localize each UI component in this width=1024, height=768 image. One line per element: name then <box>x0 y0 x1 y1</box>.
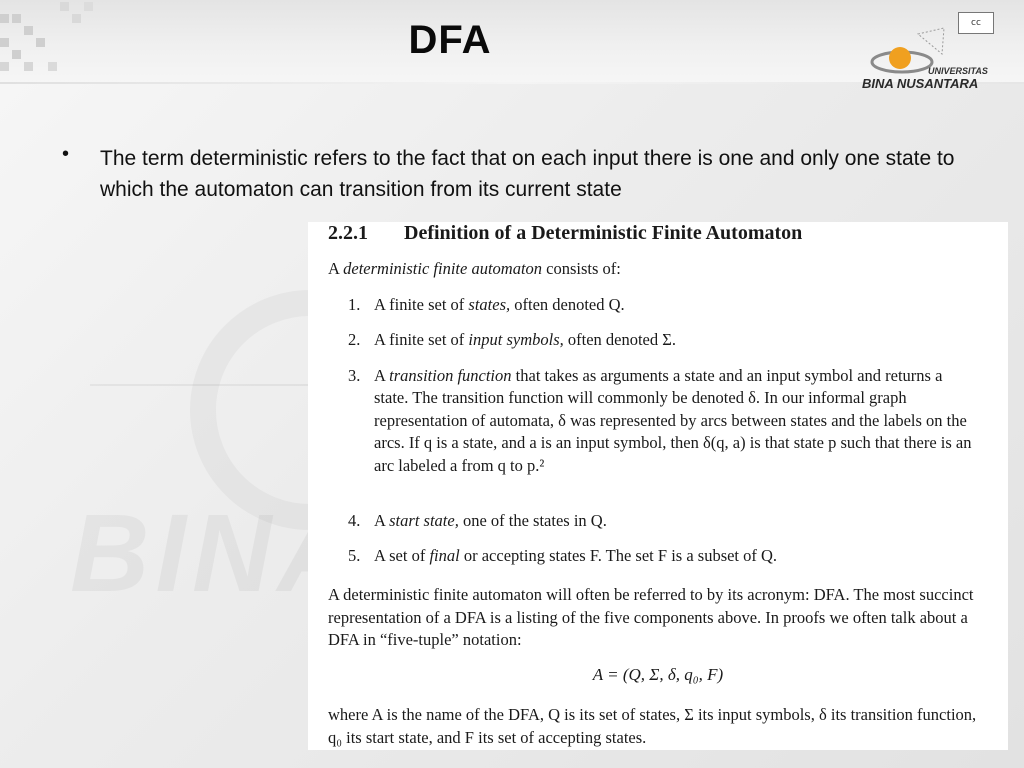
paragraph: where A is the name of the DFA, Q is its set of states, Σ its input symbols, δ its transition function, q₀ its start state, and F its set of accepting states. <box>328 705 977 747</box>
scanned-textbook-excerpt <box>308 222 1008 750</box>
list-item-text: A <box>374 366 386 385</box>
list-item-number: 4. <box>348 511 361 530</box>
list-item-term: start state, <box>389 511 459 530</box>
list-item-text: A finite set of <box>374 330 465 349</box>
list-item-text: that takes as arguments a state and an input symbol and returns a state. The transition function will commonly be denoted δ. In our informal graph representation of automata, δ was represented by arcs between states and the labels on the arcs. If q is a state, and a is an input symbol, then δ(q, a) is that state p such that there is an arc labeled a from q to p.² <box>374 366 972 475</box>
list-item-term: input symbols, <box>468 330 564 349</box>
list-item-number: 5. <box>348 546 361 565</box>
list-item <box>348 294 978 316</box>
list-item <box>348 510 978 532</box>
section-title: Definition of a Deterministic Finite Automaton <box>404 222 803 244</box>
five-tuple-equation: A = (Q, Σ, δ, q₀, F) <box>592 665 724 684</box>
watermark-line <box>90 384 310 386</box>
list-item-term: final <box>429 546 460 565</box>
intro-line: A deterministic finite automaton consists of: <box>328 259 621 278</box>
logo-universitas: UNIVERSITAS <box>928 66 988 76</box>
university-logo <box>858 10 1008 92</box>
list-item <box>348 365 978 477</box>
list-item-term: states, <box>468 295 511 314</box>
bullet-text: The term deterministic refers to the fact that on each input there is one and only one state to which the automaton can transition from its current state <box>100 147 955 201</box>
list-item-text: A <box>374 511 386 530</box>
list-item-text: often denoted Q. <box>514 295 625 314</box>
intro-term: deterministic finite automaton <box>343 259 543 278</box>
list-item-number: 1. <box>348 295 361 314</box>
slide-title: DFA <box>408 18 492 62</box>
list-item-text: often denoted Σ. <box>567 330 676 349</box>
section-number: 2.2.1 <box>328 222 368 244</box>
intro-rest: consists of: <box>546 259 621 278</box>
list-item <box>348 329 978 351</box>
paragraph: A deterministic finite automaton will often be referred to by its acronym: DFA. The most succinct representation of a DFA is a listing of the five components above. In proofs we often talk about a DFA in “five-tuple” notation: <box>328 585 974 649</box>
list-item-text: or accepting states F. The set F is a subset of Q. <box>463 546 778 565</box>
decorative-squares <box>0 0 110 80</box>
section-heading <box>328 222 802 245</box>
logo-name: BINA NUSANTARA <box>862 76 979 91</box>
list-item-text: A set of <box>374 546 426 565</box>
list-item-term: transition function <box>389 366 512 385</box>
list-item-number: 2. <box>348 330 361 349</box>
list-item-text: A finite set of <box>374 295 465 314</box>
list-item-text: one of the states in Q. <box>462 511 607 530</box>
list-item <box>348 545 978 567</box>
license-badge: cc <box>958 12 994 34</box>
list-item-number: 3. <box>348 366 361 385</box>
bullet-dot-icon: • <box>62 143 70 165</box>
